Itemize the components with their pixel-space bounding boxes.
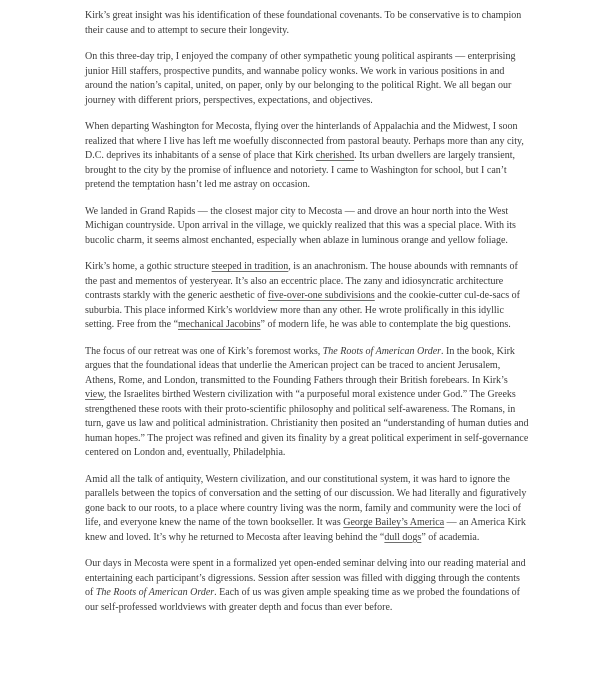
text-segment: ” of modern life, he was able to contemplate the big questions.	[260, 319, 511, 330]
paragraph	[85, 260, 529, 333]
text-segment: Amid all the talk of antiquity, Western civilization, and our constitutional system, it was hard to ignore the parallels between the topics of conversation and the setting of our discussion. We had literally and figuratively gone back to our roots, to a place where country living was the norm, family and community were the loci of life, and everyone knew the name of the town bookseller. It was	[85, 473, 527, 528]
paragraph	[85, 345, 529, 461]
book-title: The Roots of American Order	[322, 345, 442, 357]
text-segment: . In the book, Kirk argues that the foundational ideas that underlie the American project can be traced to ancient Jerusalem, Athens, Rome, and London, transmitted to the Founding Fathers through their British forebears. In Kirk’s	[85, 345, 515, 386]
text-segment: . Each of us was given ample speaking time as we probed the foundations of our self-professed worldviews with greater depth and focus than ever before.	[85, 587, 520, 613]
paragraph	[85, 120, 529, 193]
text-segment: , is an anachronism. The house abounds with remnants of the past and mementos of yesteryear. It’s also an eccentric place. The zany and idiosyncratic architecture contrasts starkly with the generic aesthetic of	[85, 261, 518, 301]
text-segment: Our days in Mecosta were spent in a formalized yet open-ended seminar delving into our reading material and entertaining each participant’s digressions. Session after session was filled with digging through the contents of	[85, 558, 526, 598]
inline-link[interactable]: mechanical Jacobins	[178, 319, 261, 330]
inline-link[interactable]: dull dogs	[384, 531, 422, 543]
inline-link[interactable]: steeped in tradition	[211, 261, 289, 272]
inline-link[interactable]: five-over-one subdivisions	[268, 290, 375, 301]
text-segment: The focus of our retreat was one of Kirk’s foremost works,	[85, 345, 323, 357]
paragraph	[85, 473, 529, 546]
text-segment: Kirk’s great insight was his identification of these foundational covenants. To be conservative is to champion their cause and to attempt to secure their longevity.	[85, 10, 522, 36]
paragraph	[85, 9, 529, 38]
text-segment: . Its urban dwellers are largely transient, brought to the city by the promise of influence and notoriety. I came to Washington for school, but I can’t pretend the temptation hasn’t led me astray on occasion.	[85, 150, 515, 190]
text-segment: , the Israelites birthed Western civilization with “a purposeful moral existence under God.” The Greeks strengthened these roots with their proto-scientific philosophy and political self-awareness. The Romans, in turn, gave us law and political administration. Christianity then posited an “understanding of human duties and human hopes.” The project was refined and given its finality by a great political experiment in self-governance centered on London and, eventually, Philadelphia.	[85, 389, 529, 458]
inline-link[interactable]: George Bailey’s America	[343, 517, 445, 528]
inline-link[interactable]: cherished	[315, 150, 355, 161]
paragraph	[85, 557, 529, 615]
text-segment: and the cookie-cutter cul-de-sacs of suburbia. This place informed Kirk’s worldview more than any other. He wrote prolifically in this idyllic setting. Free from the “	[85, 290, 520, 330]
article-body	[85, 9, 529, 615]
text-segment: — an America Kirk knew and loved. It’s why he returned to Mecosta after leaving behind the “	[85, 517, 526, 543]
text-segment: Kirk’s home, a gothic structure	[85, 261, 212, 272]
paragraph	[85, 205, 529, 249]
book-title: The Roots of American Order	[95, 587, 215, 598]
text-segment: We landed in Grand Rapids — the closest major city to Mecosta — and drove an hour north into the West Michigan countryside. Upon arrival in the village, we quickly realized that this was a special place. With its bucolic charm, it seems almost enchanted, especially when ablaze in luminous orange and yellow foliage.	[85, 205, 516, 246]
text-segment: ” of academia.	[421, 531, 480, 543]
text-segment: On this three-day trip, I enjoyed the company of other sympathetic young political aspirants — enterprising junior Hill staffers, prospective pundits, and wannabe policy wonks. We work in various positions in and around the nation’s capital, united, on paper, only by our belonging to the political Right. We all began our journey with different priors, perspectives, expectations, and objectives.	[85, 51, 516, 106]
inline-link[interactable]: view	[85, 389, 104, 400]
text-segment: When departing Washington for Mecosta, flying over the hinterlands of Appalachia and the Midwest, I soon realized that where I live has left me woefully disconnected from pastoral beauty. Perhaps more than any city, D.C. deprives its inhabitants of a sense of place that Kirk	[85, 121, 524, 161]
paragraph	[85, 50, 529, 108]
